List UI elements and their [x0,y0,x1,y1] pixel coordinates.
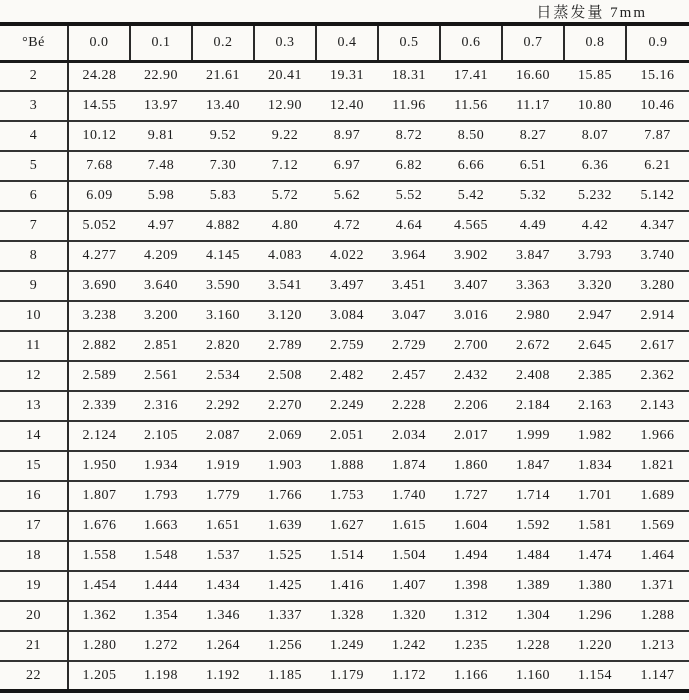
value-cell: 1.154 [578,667,612,683]
value-cell: 1.494 [454,548,488,563]
value-cell: 1.280 [82,638,117,653]
row-label-be: 16 [0,481,68,511]
value-cell: 2.249 [330,398,364,413]
value-cell: 1.272 [144,638,178,653]
header-row [0,24,689,61]
value-cell: 10.12 [82,128,117,143]
value-cell: 1.407 [392,578,426,593]
value-cell: 1.701 [578,488,612,503]
daily-evaporation-caption: 日蒸发量 7mm [536,5,647,21]
value-cell: 2.228 [392,398,426,413]
table-row [0,331,689,361]
value-cell: 3.363 [516,278,550,293]
value-cell: 10.80 [578,98,612,113]
value-cell: 2.882 [82,338,117,353]
value-cell: 5.232 [578,188,612,203]
value-cell: 1.676 [82,518,117,533]
value-cell: 1.537 [206,548,240,563]
value-cell: 1.919 [206,458,240,473]
value-cell: 4.277 [82,248,117,263]
value-cell: 1.425 [268,578,302,593]
value-cell: 1.779 [206,488,240,503]
value-cell: 1.192 [206,667,240,683]
value-cell: 3.047 [392,308,426,323]
value-cell: 1.740 [392,488,426,503]
value-cell: 4.64 [395,218,423,233]
value-cell: 1.847 [516,458,550,473]
header-cell-decimal: 0.5 [378,24,440,61]
value-cell: 3.238 [82,308,117,323]
value-cell: 15.85 [578,68,612,84]
value-cell: 1.389 [516,578,550,593]
value-cell: 6.97 [333,158,361,173]
value-cell: 1.504 [392,548,426,563]
value-cell: 18.31 [392,68,426,84]
value-cell: 2.482 [330,368,364,383]
table-row [0,61,689,91]
table-row [0,631,689,661]
value-cell: 2.589 [82,368,117,383]
value-cell: 22.90 [144,68,178,84]
value-cell: 7.48 [147,158,175,173]
row-label-be: 8 [0,241,68,271]
value-cell: 11.17 [516,98,550,113]
row-label-be: 21 [0,631,68,661]
value-cell: 6.51 [519,158,547,173]
value-cell: 2.432 [454,368,488,383]
value-cell: 4.022 [330,248,364,263]
header-cell-decimal: 0.3 [254,24,316,61]
value-cell: 1.235 [454,638,488,653]
value-cell: 1.663 [144,518,178,533]
value-cell: 1.454 [82,578,117,593]
value-cell: 1.474 [578,548,612,563]
value-cell: 2.851 [144,338,178,353]
value-cell: 4.49 [519,218,547,233]
value-cell: 2.672 [516,338,550,353]
value-cell: 4.42 [581,218,609,233]
value-cell: 1.689 [640,488,675,503]
value-cell: 15.16 [640,68,675,84]
value-cell: 6.82 [395,158,423,173]
table-row [0,511,689,541]
row-label-be: 17 [0,511,68,541]
value-cell: 1.569 [640,518,675,533]
row-label-be: 20 [0,601,68,631]
baume-evaporation-table [0,22,689,693]
value-cell: 21.61 [206,68,240,84]
value-cell: 2.124 [82,428,117,443]
header-cell-decimal: 0.6 [440,24,502,61]
row-label-be: 6 [0,181,68,211]
header-cell-decimal: 0.1 [130,24,192,61]
value-cell: 8.27 [519,128,547,143]
table-row [0,241,689,271]
value-cell: 1.860 [454,458,488,473]
value-cell: 2.339 [82,398,117,413]
table-row [0,541,689,571]
row-label-be: 15 [0,451,68,481]
value-cell: 1.464 [640,548,675,563]
value-cell: 14.55 [82,98,117,113]
value-cell: 1.160 [516,667,550,683]
value-cell: 3.793 [578,248,612,263]
value-cell: 1.727 [454,488,488,503]
value-cell: 2.069 [268,428,302,443]
value-cell: 8.97 [333,128,361,143]
value-cell: 7.87 [644,128,671,143]
header-cell-decimal: 0.8 [564,24,626,61]
value-cell: 1.966 [640,428,675,443]
value-cell: 1.558 [82,548,117,563]
value-cell: 2.143 [640,398,675,413]
value-cell: 1.320 [392,608,426,623]
value-cell: 5.98 [147,188,175,203]
value-cell: 17.41 [454,68,488,84]
value-cell: 1.354 [144,608,178,623]
value-cell: 1.371 [640,578,675,593]
table-row [0,91,689,121]
value-cell: 4.145 [206,248,240,263]
value-cell: 5.62 [333,188,361,203]
value-cell: 1.328 [330,608,364,623]
value-cell: 1.337 [268,608,302,623]
value-cell: 2.561 [144,368,178,383]
value-cell: 1.903 [268,458,302,473]
row-label-be: 11 [0,331,68,361]
value-cell: 5.83 [209,188,237,203]
value-cell: 7.30 [209,158,237,173]
value-cell: 2.645 [578,338,612,353]
value-cell: 1.714 [516,488,550,503]
value-cell: 1.999 [516,428,550,443]
value-cell: 4.97 [147,218,175,233]
table-row [0,301,689,331]
value-cell: 3.280 [640,278,675,293]
value-cell: 13.97 [144,98,178,113]
value-cell: 8.50 [457,128,485,143]
header-cell-decimal: 0.4 [316,24,378,61]
header-cell-decimal: 0.2 [192,24,254,61]
value-cell: 1.639 [268,518,302,533]
value-cell: 1.185 [268,667,302,683]
value-cell: 5.32 [519,188,547,203]
value-cell: 3.497 [330,278,364,293]
value-cell: 2.980 [516,308,550,323]
value-cell: 5.142 [640,188,675,203]
value-cell: 4.347 [640,218,675,233]
row-label-be: 22 [0,661,68,691]
value-cell: 2.534 [206,368,240,383]
value-cell: 2.385 [578,368,612,383]
value-cell: 1.581 [578,518,612,533]
value-cell: 2.362 [640,368,675,383]
value-cell: 1.934 [144,458,178,473]
value-cell: 1.766 [268,488,302,503]
value-cell: 2.700 [454,338,488,353]
value-cell: 1.615 [392,518,426,533]
value-cell: 1.205 [82,667,117,683]
table-row [0,481,689,511]
value-cell: 4.882 [206,218,240,233]
value-cell: 2.206 [454,398,488,413]
value-cell: 3.200 [144,308,178,323]
value-cell: 2.759 [330,338,364,353]
table-row [0,151,689,181]
value-cell: 7.12 [271,158,299,173]
value-cell: 1.296 [578,608,612,623]
value-cell: 6.21 [644,158,671,173]
value-cell: 1.288 [640,608,675,623]
table-row [0,571,689,601]
value-cell: 1.312 [454,608,488,623]
value-cell: 1.651 [206,518,240,533]
value-cell: 3.016 [454,308,488,323]
value-cell: 1.380 [578,578,612,593]
value-cell: 1.242 [392,638,426,653]
table-row [0,451,689,481]
value-cell: 3.640 [144,278,178,293]
value-cell: 3.160 [206,308,240,323]
value-cell: 16.60 [516,68,550,84]
value-cell: 2.947 [578,308,612,323]
value-cell: 1.434 [206,578,240,593]
value-cell: 5.42 [457,188,485,203]
table-row [0,601,689,631]
value-cell: 3.964 [392,248,426,263]
table-row [0,421,689,451]
value-cell: 2.034 [392,428,426,443]
value-cell: 1.604 [454,518,488,533]
value-cell: 1.627 [330,518,364,533]
value-cell: 2.617 [640,338,675,353]
value-cell: 1.198 [144,667,178,683]
value-cell: 4.083 [268,248,302,263]
value-cell: 2.017 [454,428,488,443]
value-cell: 4.72 [333,218,361,233]
value-cell: 8.07 [581,128,609,143]
value-cell: 6.36 [581,158,609,173]
value-cell: 1.982 [578,428,612,443]
value-cell: 19.31 [330,68,364,84]
value-cell: 1.753 [330,488,364,503]
value-cell: 3.320 [578,278,612,293]
value-cell: 9.22 [271,128,299,143]
value-cell: 3.541 [268,278,302,293]
value-cell: 2.408 [516,368,550,383]
header-cell-degrees-baume: °Bé [0,24,68,61]
value-cell: 11.96 [392,98,426,113]
value-cell: 3.407 [454,278,488,293]
table-row [0,361,689,391]
value-cell: 9.52 [209,128,237,143]
value-cell: 1.592 [516,518,550,533]
row-label-be: 12 [0,361,68,391]
row-label-be: 5 [0,151,68,181]
table-row [0,211,689,241]
table-row [0,271,689,301]
row-label-be: 19 [0,571,68,601]
value-cell: 1.807 [82,488,117,503]
value-cell: 4.209 [144,248,178,263]
value-cell: 3.740 [640,248,675,263]
value-cell: 2.292 [206,398,240,413]
table-row [0,391,689,421]
value-cell: 1.264 [206,638,240,653]
value-cell: 3.084 [330,308,364,323]
value-cell: 1.874 [392,458,426,473]
row-label-be: 13 [0,391,68,421]
value-cell: 12.90 [268,98,302,113]
value-cell: 1.484 [516,548,550,563]
value-cell: 11.56 [454,98,488,113]
table-row [0,661,689,691]
value-cell: 1.179 [330,667,364,683]
value-cell: 4.80 [271,218,299,233]
row-label-be: 9 [0,271,68,301]
value-cell: 12.40 [330,98,364,113]
value-cell: 1.888 [330,458,364,473]
value-cell: 2.508 [268,368,302,383]
row-label-be: 7 [0,211,68,241]
table-row [0,181,689,211]
value-cell: 1.213 [640,638,675,653]
value-cell: 5.72 [271,188,299,203]
value-cell: 1.346 [206,608,240,623]
value-cell: 2.729 [392,338,426,353]
value-cell: 2.087 [206,428,240,443]
value-cell: 2.270 [268,398,302,413]
row-label-be: 2 [0,61,68,91]
value-cell: 2.789 [268,338,302,353]
value-cell: 2.105 [144,428,178,443]
value-cell: 1.950 [82,458,117,473]
value-cell: 5.052 [82,218,117,233]
value-cell: 24.28 [82,68,117,84]
value-cell: 1.514 [330,548,364,563]
value-cell: 3.451 [392,278,426,293]
value-cell: 1.228 [516,638,550,653]
value-cell: 2.051 [330,428,364,443]
value-cell: 1.834 [578,458,612,473]
header-cell-decimal: 0.7 [502,24,564,61]
value-cell: 2.163 [578,398,612,413]
value-cell: 1.256 [268,638,302,653]
row-label-be: 18 [0,541,68,571]
value-cell: 10.46 [640,98,675,113]
value-cell: 2.914 [640,308,675,323]
value-cell: 1.249 [330,638,364,653]
table-row [0,121,689,151]
value-cell: 4.565 [454,218,488,233]
header-cell-decimal: 0.9 [626,24,689,61]
value-cell: 3.590 [206,278,240,293]
value-cell: 6.66 [457,158,485,173]
value-cell: 13.40 [206,98,240,113]
value-cell: 1.793 [144,488,178,503]
value-cell: 1.444 [144,578,178,593]
row-label-be: 3 [0,91,68,121]
value-cell: 1.548 [144,548,178,563]
value-cell: 6.09 [86,188,113,203]
value-cell: 2.457 [392,368,426,383]
value-cell: 1.398 [454,578,488,593]
value-cell: 2.316 [144,398,178,413]
value-cell: 3.847 [516,248,550,263]
value-cell: 8.72 [395,128,423,143]
value-cell: 5.52 [395,188,423,203]
row-label-be: 14 [0,421,68,451]
value-cell: 1.147 [640,667,675,683]
value-cell: 1.172 [392,667,426,683]
value-cell: 1.362 [82,608,117,623]
value-cell: 9.81 [147,128,175,143]
value-cell: 2.184 [516,398,550,413]
value-cell: 1.304 [516,608,550,623]
value-cell: 7.68 [86,158,113,173]
value-cell: 1.821 [640,458,675,473]
value-cell: 1.220 [578,638,612,653]
value-cell: 3.902 [454,248,488,263]
value-cell: 1.525 [268,548,302,563]
row-label-be: 10 [0,301,68,331]
value-cell: 1.166 [454,667,488,683]
value-cell: 3.120 [268,308,302,323]
value-cell: 1.416 [330,578,364,593]
value-cell: 3.690 [82,278,117,293]
header-cell-decimal: 0.0 [68,24,130,61]
value-cell: 20.41 [268,68,302,84]
value-cell: 2.820 [206,338,240,353]
row-label-be: 4 [0,121,68,151]
